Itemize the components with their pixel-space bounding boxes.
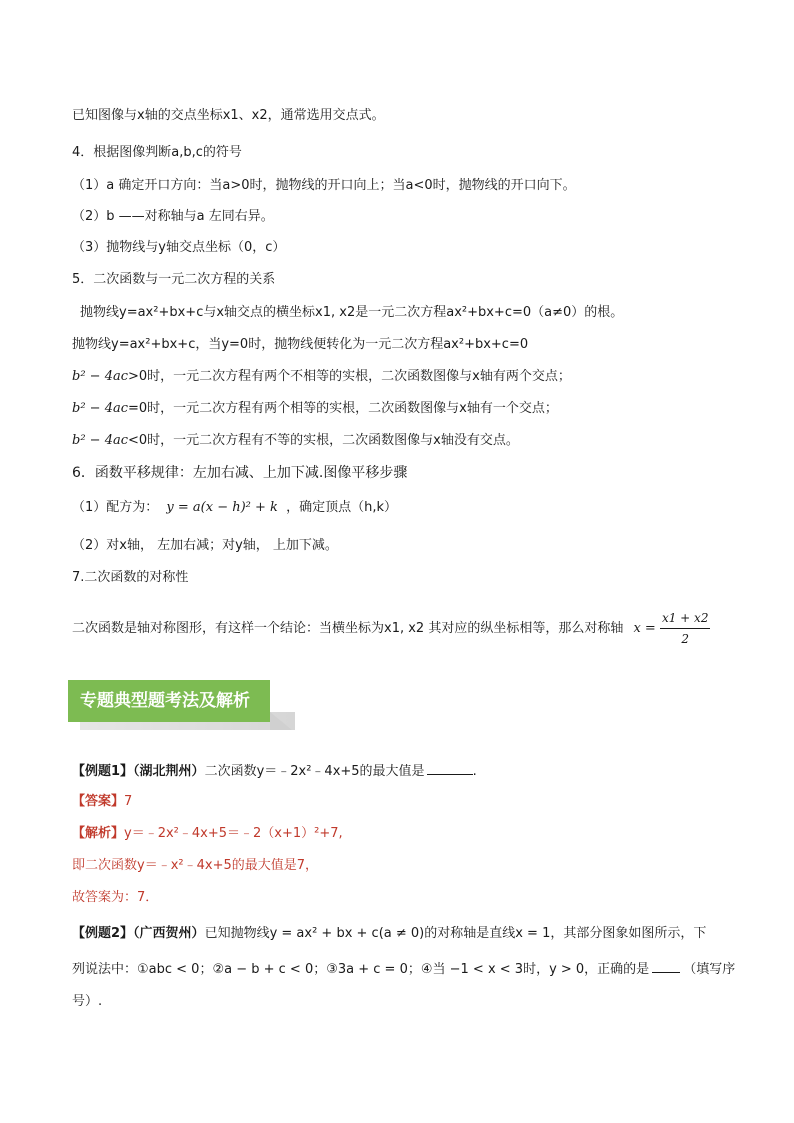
- symmetry-text: 二次函数是轴对称图形，有这样一个结论：当横坐标为x1, x2 其对应的纵坐标相等，那么对称轴: [72, 621, 624, 636]
- answer-value: 7: [124, 794, 133, 809]
- example1-answer: [72, 792, 132, 812]
- section6-title: 6．函数平移规律：左加右减、上加下减.图像平移步骤: [72, 465, 408, 481]
- disc-case-3-text: <0时，一元二次方程有不等的实根，二次函数图像与x轴没有交点。: [128, 433, 519, 448]
- example1-source: （湖北荆州）: [133, 764, 205, 779]
- disc-expr: b² − 4ac: [72, 433, 128, 448]
- example2-line-3: 号）.: [72, 994, 103, 1009]
- disc-case-1-text: >0时，一元二次方程有两个不相等的实根，二次函数图像与x轴有两个交点；: [128, 369, 571, 384]
- intro-line: 已知图像与x轴的交点坐标x1、x2，通常选用交点式。: [72, 108, 385, 123]
- answer-label: 【答案】: [72, 794, 125, 809]
- disc-expr: b² − 4ac: [72, 401, 128, 416]
- example2-text: 已知抛物线y = ax² + bx + c(a ≠ 0)的对称轴是直线x = 1，其部分图象如图所示，下: [204, 926, 707, 941]
- example1-question: 【例题1】（湖北荆州）二次函数y＝﹣2x²﹣4x+5的最大值是 .: [72, 760, 477, 782]
- item1-prefix: （1）配方为：: [72, 500, 159, 515]
- example1-analysis: [72, 824, 343, 844]
- section4-item-2: （2）b ——对称轴与a 左同右异。: [72, 209, 274, 224]
- axis-fraction: [660, 608, 711, 649]
- section5-line-2: 抛物线y=ax²+bx+c，当y=0时，抛物线便转化为一元二次方程ax²+bx+c=0: [72, 337, 529, 352]
- section7-title: 7.二次函数的对称性: [72, 570, 189, 585]
- vertex-formula: y = a(x − h)² + k: [166, 500, 278, 515]
- analysis-label: 【解析】: [72, 826, 125, 841]
- example1-text: 二次函数y＝﹣2x²﹣4x+5的最大值是: [204, 764, 425, 779]
- example2-answer-blank: [652, 958, 680, 973]
- section7-text: [72, 608, 710, 648]
- example1-label: 【例题1】: [72, 764, 134, 779]
- example2-line-2: [72, 958, 735, 980]
- fraction-denominator: 2: [681, 632, 690, 646]
- section-banner: 专题典型题考法及解析: [68, 680, 270, 722]
- section6-item-2: （2）对x轴， 左加右减；对y轴， 上加下减。: [72, 538, 338, 553]
- banner-shadow-tip: [270, 712, 292, 730]
- section5-line-1: 抛物线y=ax²+bx+c与x轴交点的横坐标x1, x2是一元二次方程ax²+bx+c=0（a≠0）的根。: [80, 305, 624, 320]
- example2-label: 【例题2】: [72, 926, 134, 941]
- section4-title: 4．根据图像判断a,b,c的符号: [72, 145, 242, 160]
- disc-case-2-text: =0时，一元二次方程有两个相等的实根，二次函数图像与x轴有一个交点；: [128, 401, 558, 416]
- section4-item-1: （1）a 确定开口方向：当a>0时，抛物线的开口向上；当a<0时，抛物线的开口向下。: [72, 178, 576, 193]
- disc-expr: b² − 4ac: [72, 369, 128, 384]
- section4-item-3: （3）抛物线与y轴交点坐标（0，c）: [72, 240, 286, 255]
- example2-tail: （填写序: [683, 962, 736, 977]
- section5-title: 5．二次函数与一元二次方程的关系: [72, 272, 276, 287]
- section6-item-1: [72, 498, 397, 518]
- axis-lhs: x =: [633, 621, 656, 636]
- example2-line-1: [72, 924, 706, 944]
- fraction-numerator: x1 + x2: [660, 608, 711, 629]
- example2-options: 列说法中：①abc < 0；②a − b + c < 0；③3a + c = 0；④当 −1 < x < 3时，y > 0，正确的是: [72, 962, 650, 977]
- example1-analysis-line3: 故答案为：7．: [72, 890, 159, 905]
- item1-suffix: ，确定顶点（h,k）: [286, 500, 397, 515]
- disc-case-3: [72, 431, 519, 451]
- analysis-text: y＝﹣2x²﹣4x+5＝﹣2（x+1）²+7,: [124, 826, 343, 841]
- disc-case-2: [72, 399, 558, 419]
- answer-blank: [427, 760, 473, 775]
- example1-analysis-line2: 即二次函数y＝﹣x²﹣4x+5的最大值是7，: [72, 858, 318, 873]
- example2-source: （广西贺州）: [133, 926, 205, 941]
- disc-case-1: [72, 367, 571, 387]
